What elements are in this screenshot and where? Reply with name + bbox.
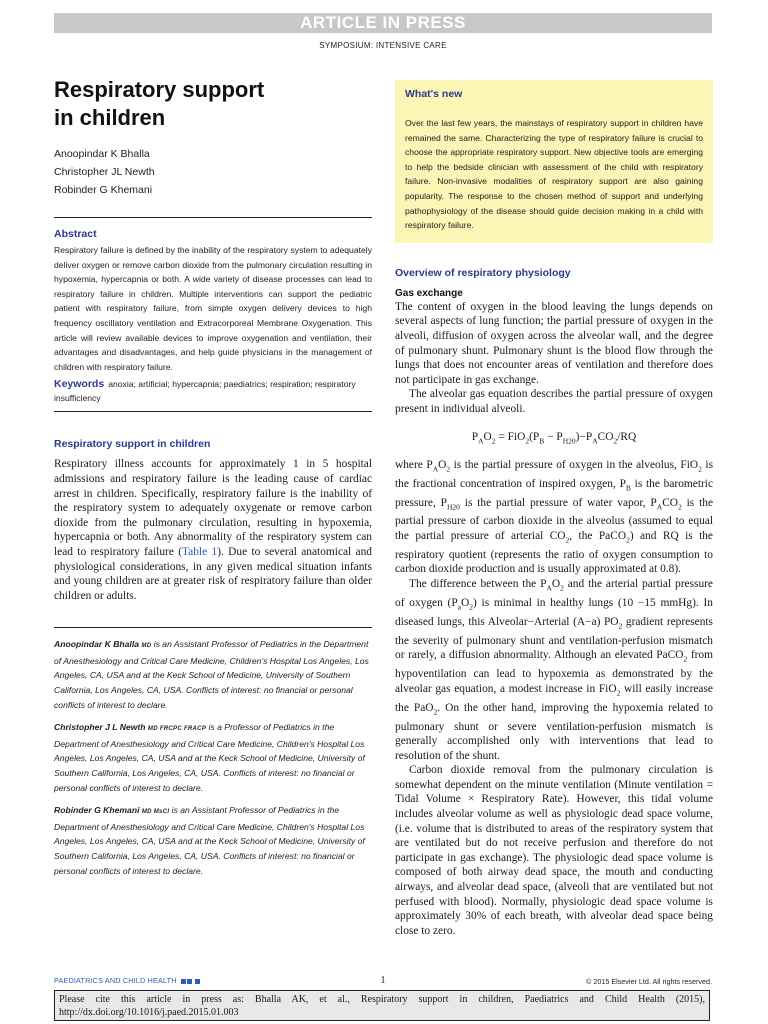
keywords-label: Keywords <box>54 378 105 391</box>
title-line-1: Respiratory support <box>54 77 265 102</box>
author-bio-2 <box>54 720 372 795</box>
bio-3-credentials: MD MsCI <box>141 809 170 816</box>
right-column <box>395 80 713 938</box>
bio-2-text: is a Professor of Pediatrics in the Department of Anesthesiology and Critical Care Medicine, Children's Hospital Los Angeles, Los Angeles, CA, USA and at the Keck School of Medicine, University of Southern California, Los Angeles, CA, USA. Conflicts of interest: no financial or personal conflicts of interest to declare. <box>54 722 365 793</box>
author-2: Christopher JL Newth <box>54 166 155 178</box>
whats-new-heading: What's new <box>405 88 463 100</box>
gradient-text-f: will easily increase the PaO <box>395 682 713 714</box>
equation-definitions: where $P_AO_2$ is the partial pressure of oxygen in the alveolus, FiO$_2$ is the fractional concentration of inspired oxygen, $P_B$ is the barometric pressure, $P_{H20}$ is the partial pressure of water vapor, $P_ACO_2$ is the partial pressure of carbon dioxide in the alveolus (assumed to equal the partial pressure of arterial $CO_2$, the PaCO$_2$) and RQ is the respiratory quotient (represents the ratio of oxygen consumption to carbon dioxide production and is usually approximated at 0.8). <box>395 458 714 576</box>
article-in-press-banner: ARTICLE IN PRESS <box>54 13 712 33</box>
left-column <box>54 76 372 886</box>
gradient-text-e: from hypoventilation can lead to hypoxemia as demonstrated by the alveolar gas equation, a modest increase in FiO <box>395 649 713 695</box>
gradient-text-c: ) is minimal in healthy lungs (10 −15 mmHg). In diseased lungs, this Alveolar−Arterial (A−a) PO <box>395 596 713 628</box>
author-1: Anoopindar K Bhalla <box>54 148 150 160</box>
section-heading-respiratory-support: Respiratory support in children <box>54 438 211 451</box>
gas-exchange-subheading: Gas exchange <box>395 287 463 299</box>
author-bio-1 <box>54 637 372 712</box>
intro-text-1: Respiratory illness accounts for approximately 1 in 5 hospital admissions and respiratory failure is the leading cause of cardiac arrest in children. Specifically, respiratory failure is the inability of the respiratory system to adequately oxygenate or remove carbon dioxide from the pulmonary circulation, resulting in hypoxemia, hypercapnia or both. Any abnormality of the respiratory system can lead to respiratory failure ( <box>54 458 372 558</box>
gradient-text-a: The difference between the P <box>409 578 547 591</box>
bio-1-credentials: MD <box>141 643 152 650</box>
journal-name: PAEDIATRICS AND CHILD HEALTH <box>54 976 177 985</box>
whats-new-text: Over the last few years, the mainstays of respiratory support in children have remained the same. Characterizing the type of respiratory failure is crucial to choose the appropriate respiratory support. New objective tools are emerging to help the bedside clinician with assessment of the child with respiratory failure. Non-invasive modalities of respiratory support are also gaining popularity. The response to the chosen method of support and underlying pathophysiology of the disease should guide decision making in a child with respiratory failure. <box>405 118 703 231</box>
author-list <box>54 145 372 199</box>
bios-rule <box>54 627 372 628</box>
abstract-heading: Abstract <box>54 228 97 240</box>
whats-new-box <box>395 80 713 243</box>
keywords <box>54 377 372 405</box>
bio-1-name: Anoopindar K Bhalla <box>54 639 139 650</box>
table-1-link[interactable]: Table 1 <box>182 545 218 558</box>
gas-exchange-paragraph-2: The alveolar gas equation describes the partial pressure of oxygen present in individual alveoli. <box>395 388 713 415</box>
author-3: Robinder G Khemani <box>54 184 153 196</box>
abstract-top-rule <box>54 217 372 218</box>
abstract-text: Respiratory failure is defined by the inability of the respiratory system to adequately deliver oxygen or remove carbon dioxide from the pulmonary circulation resulting in hypoxemia, hypercapnia or both. A wide variety of disease processes can lead to respiratory failure in children. Multiple interventions can support the pediatric patient with respiratory failure, from simple oxygen delivery devices to high frequency oscillatory ventilation and Extracorporeal Membrane Oxygenation. This article will review available devices to improve oxygenation and ventilation, their advantages and disadvantages, and help guide physicians in the management of children with respiratory failure. <box>54 245 372 372</box>
title-line-2: in children <box>54 105 166 130</box>
bio-3-name: Robinder G Khemani <box>54 805 140 816</box>
bio-2-credentials: MD FRCPC FRACP <box>147 726 207 733</box>
bio-3-text: is an Assistant Professor of Pediatrics in the Department of Anesthesiology and Critical Care Medicine, Children's Hospital Los Angeles, Los Angeles, CA, USA and at the Keck School of Medicine, University of Southern California, Los Angeles, CA, USA. Conflicts of interest: no financial or personal conflicts of interest to declare. <box>54 805 365 876</box>
keywords-text: anoxia; artificial; hypercapnia; paediatrics; respiration; respiratory insufficiency <box>54 379 356 404</box>
citation-box: Please cite this article in press as: Bhalla AK, et al., Respiratory support in children, Paediatrics and Child Health (2015), http://dx.doi.org/10.1016/j.paed.2015.01.003 <box>54 990 710 1021</box>
section-tag: SYMPOSIUM: INTENSIVE CARE <box>319 41 447 50</box>
intro-paragraph <box>54 457 372 603</box>
gradient-paragraph: The difference between the $P_AO_2$ and the arterial partial pressure of oxygen $(P_aO_2)$ is minimal in healthy lungs (10 −15 mmHg). In diseased lungs, this Alveolar−Arterial (A−a) $PO_2$ gradient represents the severity of pulmonary shunt and ventilation-perfusion mismatch or rarely, a diffusion abnormality. Although an elevated PaCO$_2$ from hypoventilation can lead to hypoxemia as demonstrated by the alveolar gas equation, a modest increase in FiO$_2$ will easily increase the PaO$_2$. On the other hand, improving the hypoxemia related to pulmonary shunt or severe ventilation-perfusion mismatch is generally accomplished only with interventions that lead to resolution of the shunt. <box>395 578 713 762</box>
author-bio-3 <box>54 803 372 878</box>
article-title <box>54 76 372 132</box>
overview-heading: Overview of respiratory physiology <box>395 266 571 279</box>
gradient-text-d: gradient represents the severity of pulmonary shunt and ventilation-perfusion mismatch or rarely, a diffusion abnormality. Although an elevated PaCO <box>395 615 713 662</box>
alveolar-gas-equation: $P_AO_2 = FiO_2(P_B - P_{H20})-P_ACO_2/RQ$ <box>471 430 637 445</box>
bio-1-text: is an Assistant Professor of Pediatrics in the Department of Anesthesiology and Critical Care Medicine, Children's Hospital Los Angeles, Los Angeles, CA, USA and at the Keck School of Medicine, University of Southern California, Los Angeles, CA, USA. Conflicts of interest: no financial or personal conflicts of interest to declare. <box>54 639 369 710</box>
gradient-text-g: . On the other hand, improving the hypoxemia related to pulmonary shunt or severe ventilation-perfusion mismatch is generally accomplished only with interventions that lead to resolution of the shunt. <box>395 701 713 762</box>
intro-text-2: ). Due to several anatomical and physiological considerations, in any given medical situation infants and young children are at greater risk of respiratory failure than older children or adults. <box>54 545 372 602</box>
copyright: © 2015 Elsevier Ltd. All rights reserved. <box>586 977 712 986</box>
gradient-text-b: and the arterial partial pressure of oxygen (P <box>395 578 713 609</box>
bio-2-name: Christopher J L Newth <box>54 722 146 733</box>
carbon-dioxide-paragraph: Carbon dioxide removal from the pulmonary circulation is somewhat dependent on the minute ventilation (Minute ventilation = Tidal Volume × Respiratory Rate). However, this tidal volume includes alveolar volume as well as physiologic dead space volume, (i.e. volume that is distributed to areas of the respiratory system that are ventilated but do not receive perfusion and therefore do not participate in gas exchange). The physiologic dead space volume is composed of both airway dead space, the mouth and conducting airways, and alveolar dead space, (alveoli that are ventilated but not perfused with blood). Normally, physiologic dead space volume is approximately 30% of each breath, with alveolar dead space being close to zero. <box>395 764 713 937</box>
page-number: 1 <box>380 975 386 986</box>
author-bios <box>54 637 372 878</box>
gas-exchange-paragraph-1: The content of oxygen in the blood leaving the lungs depends on several aspects of lung function; the partial pressure of oxygen in the alveoli, diffusion of oxygen across the alveolar wall, and the degree of pulmonary shunt. Pulmonary shunt is the blood flow through the lungs that does not encounter areas of ventilation and therefore does not participate in gas exchange. <box>395 300 713 386</box>
abstract-bottom-rule <box>54 411 372 412</box>
